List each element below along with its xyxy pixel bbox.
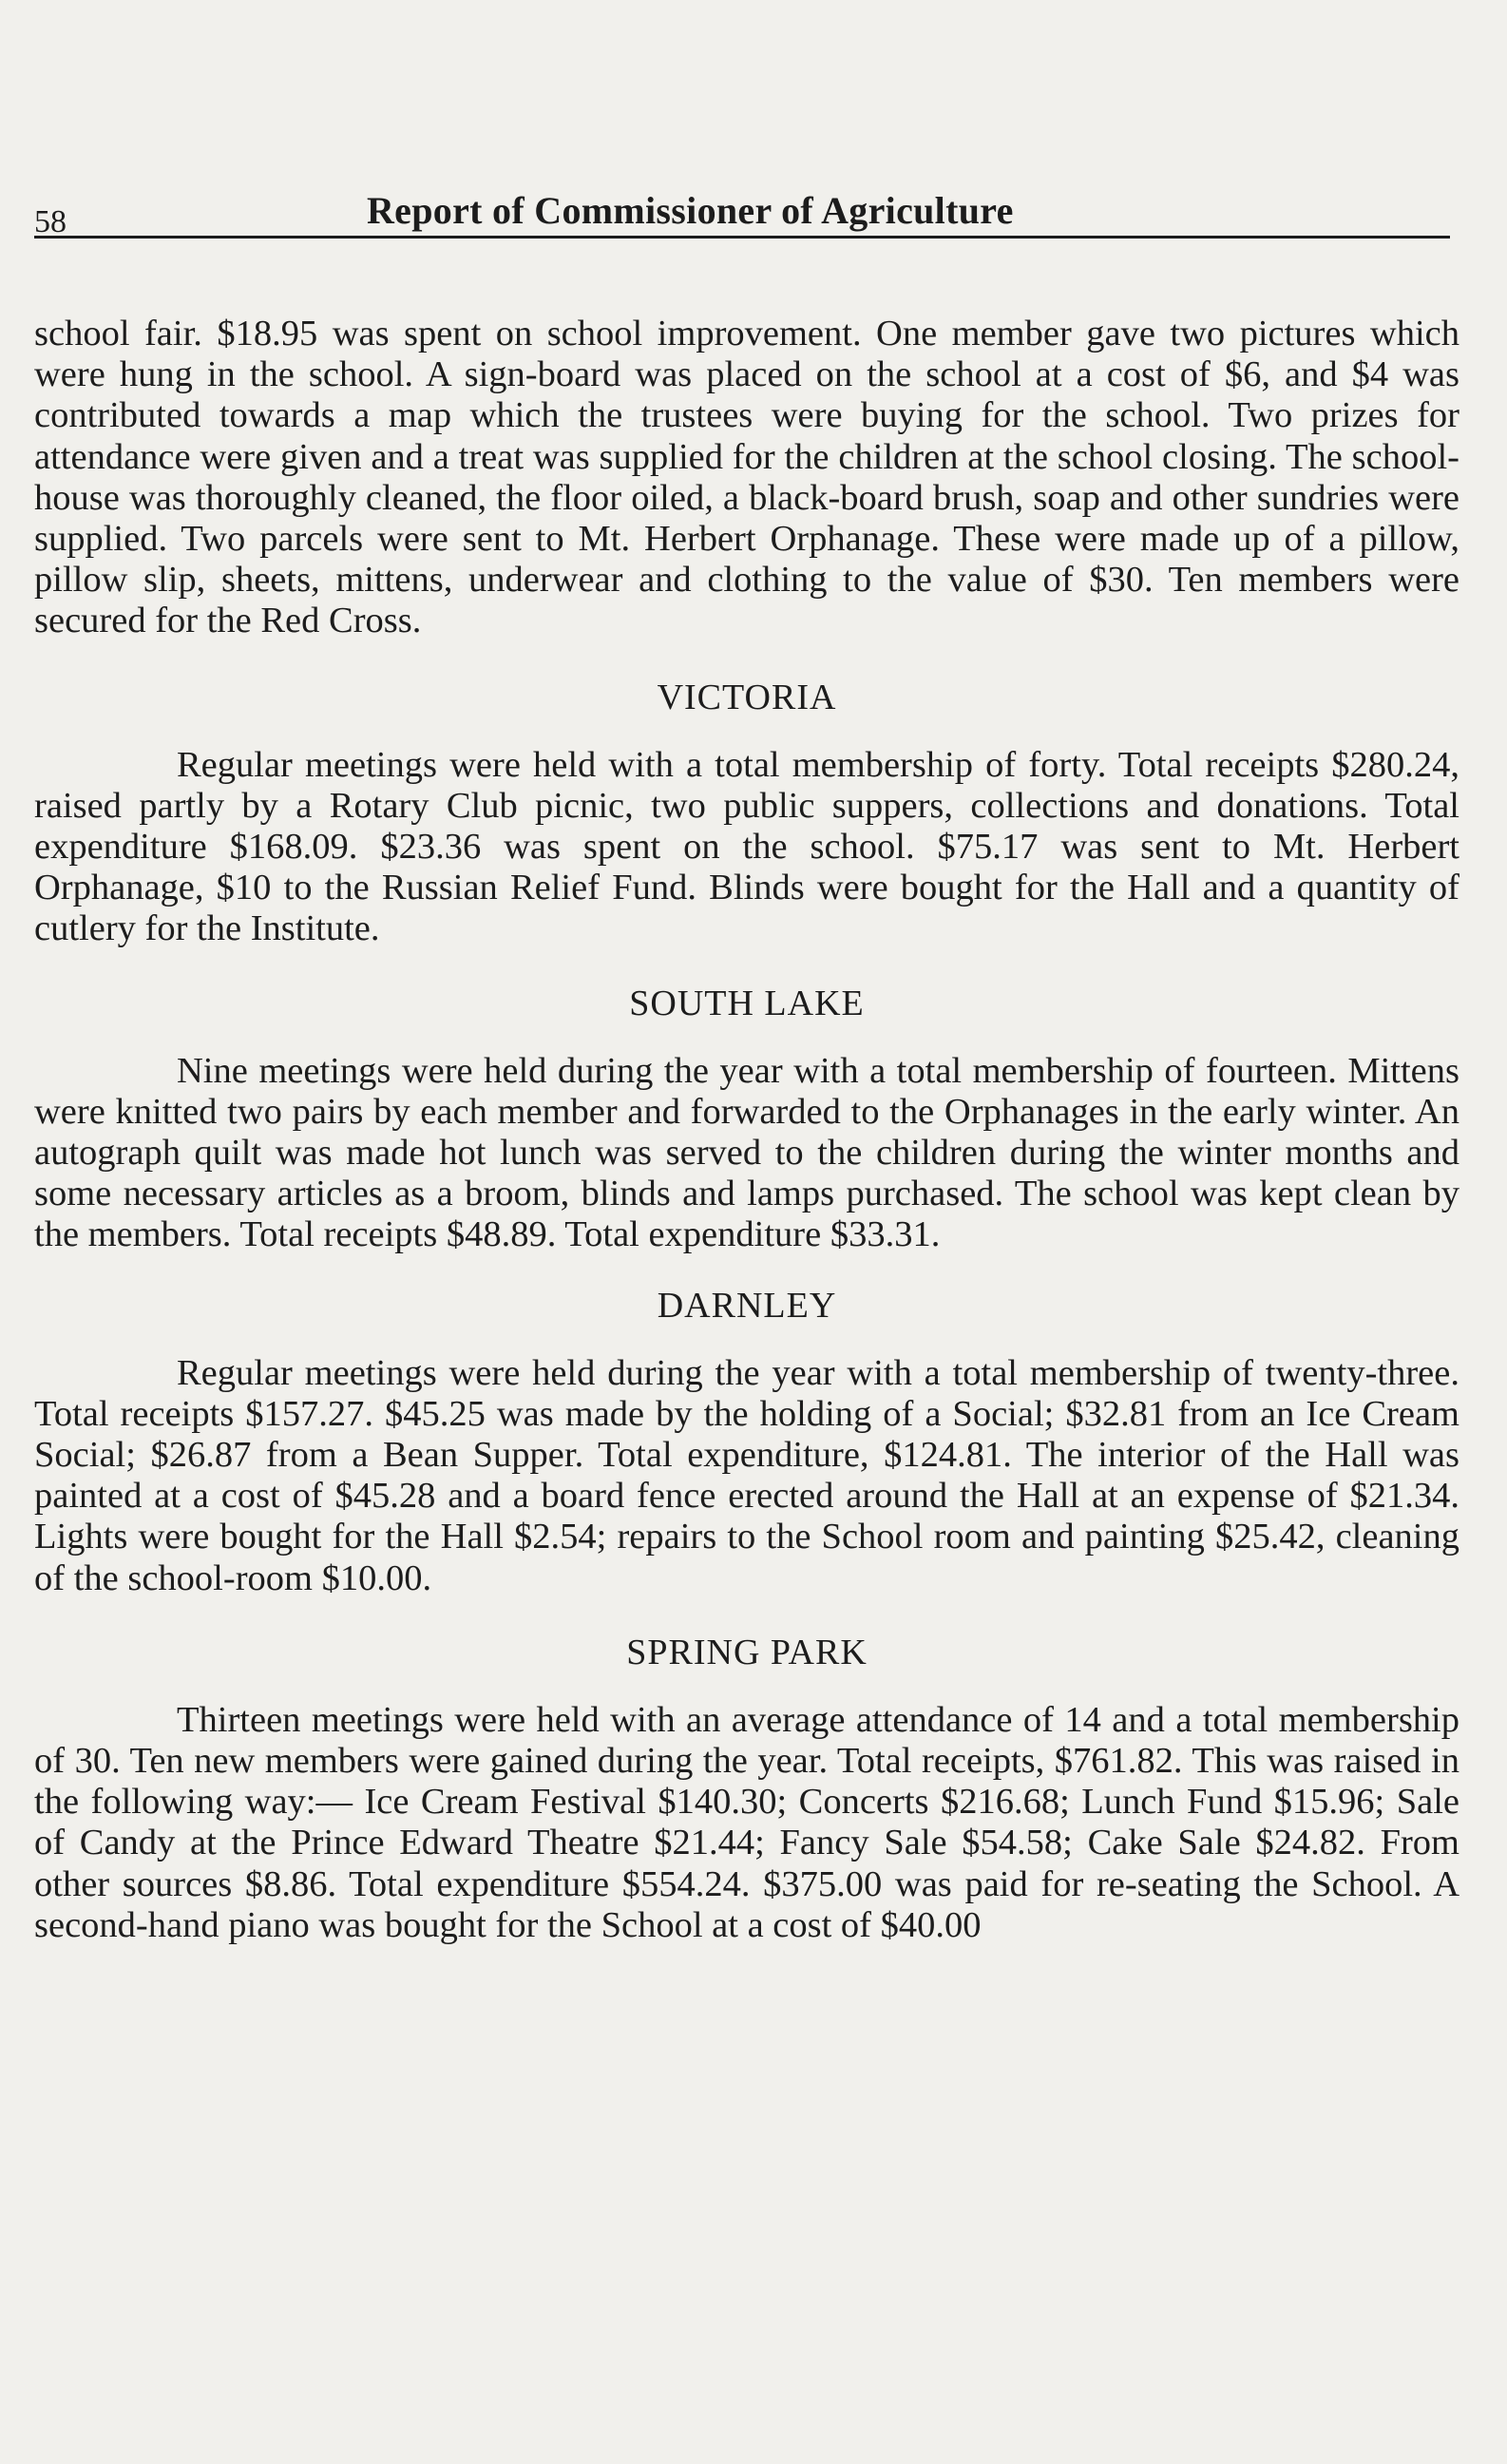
section-paragraph-victoria: Regular meetings were held with a total membership of forty. Total receipts $280.24, raised partly by a Rotary Club picnic, two public suppers, collections and donations. Total expenditure $168.09. $23.36 was spent on the school. $75.17 was sent to Mt. Herbert Orphanage, $10 to the Russian Relief Fund. Blinds were bought for the Hall and a quantity of cutlery for the Institute. [34, 744, 1459, 949]
intro-paragraph: school fair. $18.95 was spent on school improvement. One member gave two pictures which were hung in the school. A sign-board was placed on the school at a cost of $6, and $4 was contributed towards a map which the trustees were buying for the school. Two prizes for attendance were given and a treat was supplied for the children at the school closing. The school-house was thoroughly cleaned, the floor oiled, a black-board brush, soap and other sundries were supplied. Two parcels were sent to Mt. Herbert Orphanage. These were made up of a pillow, pillow slip, sheets, mittens, underwear and clothing to the value of $30. Ten members were secured for the Red Cross. [34, 314, 1459, 641]
section-heading-victoria: VICTORIA [657, 677, 837, 717]
section-paragraph-darnley: Regular meetings were held during the year with a total membership of twenty-three. Total receipts $157.27. $45.25 was made by the holding of a Social; $32.81 from an Ice Cream Social; $26.87 from a Bean Supper. Total expenditure, $124.81. The interior of the Hall was painted at a cost of $45.28 and a board fence erected around the Hall at an expense of $21.34. Lights were bought for the Hall $2.54; repairs to the School room and painting $25.42, cleaning of the school-room $10.00. [34, 1352, 1459, 1598]
body-text [34, 314, 1459, 1946]
page-header [34, 188, 1450, 241]
section-heading-darnley: DARNLEY [657, 1285, 837, 1326]
section-heading-south-lake: SOUTH LAKE [629, 983, 865, 1023]
section-paragraph-south-lake: Nine meetings were held during the year with a total membership of fourteen. Mittens were knitted two pairs by each member and forwarded to the Orphanages in the early winter. An autograph quilt was made hot lunch was served to the children during the winter months and some necessary articles as a broom, blinds and lamps purchased. The school was kept clean by the members. Total receipts $48.89. Total expenditure $33.31. [34, 1050, 1459, 1255]
header-rule [34, 236, 1450, 239]
page-number: 58 [34, 204, 67, 239]
running-title: Report of Commissioner of Agriculture [367, 189, 1014, 232]
section-heading-spring-park: SPRING PARK [626, 1632, 868, 1672]
section-paragraph-spring-park: Thirteen meetings were held with an average attendance of 14 and a total membership of 30. Ten new members were gained during the year. Total receipts, $761.82. This was raised in the following way:— Ice Cream Festival $140.30; Concerts $216.68; Lunch Fund $15.96; Sale of Candy at the Prince Edward Theatre $21.44; Fancy Sale $54.58; Cake Sale $24.82. From other sources $8.86. Total expenditure $554.24. $375.00 was paid for re-seating the School. A second-hand piano was bought for the School at a cost of $40.00 [34, 1699, 1459, 1945]
